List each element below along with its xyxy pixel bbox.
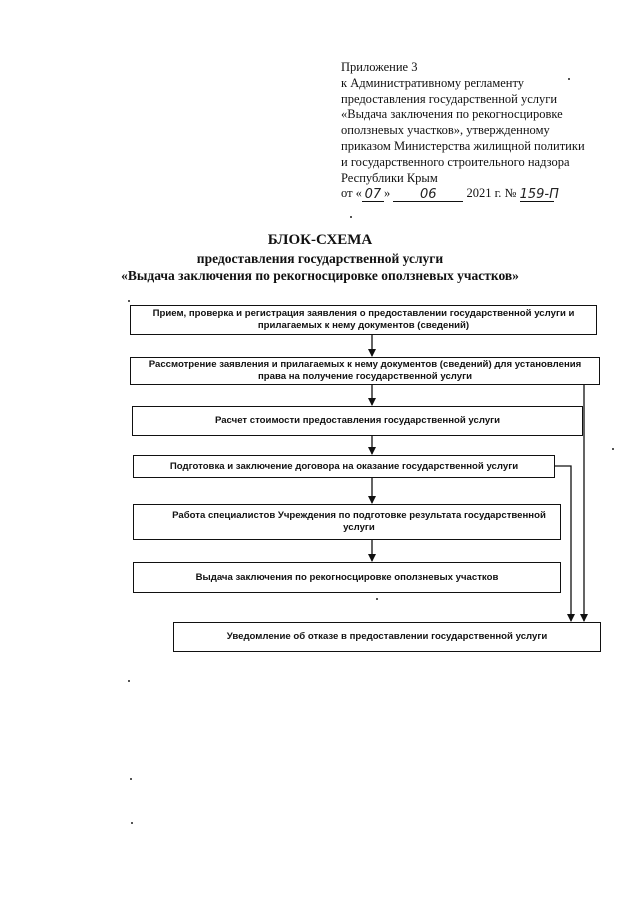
appendix-line: к Административному регламенту	[341, 75, 525, 90]
step-box-issue-conclusion: Выдача заключения по рекогносцировке оползневых участков	[133, 562, 561, 593]
refusal-path-from-step4	[555, 466, 571, 621]
scan-speck	[128, 680, 130, 682]
scan-speck	[131, 822, 133, 824]
service-name-title: «Выдача заключения по рекогносцировке оползневых участков»	[121, 268, 519, 283]
step-box-reception: Прием, проверка и регистрация заявления о предоставлении государственной услуги и прилагаемых к нему документов (сведений)	[130, 305, 597, 335]
date-year: 2021 г. №	[466, 186, 517, 201]
scan-speck	[376, 598, 378, 600]
scan-speck	[130, 778, 132, 780]
date-prefix: от «	[341, 186, 362, 201]
step-box-refusal-notice: Уведомление об отказе в предоставлении государственной услуги	[173, 622, 601, 652]
appendix-line: Приложение 3	[341, 60, 418, 74]
date-month: 06	[393, 187, 463, 202]
appendix-line: и государственного строительного надзора	[341, 154, 570, 169]
appendix-line: оползневых участков», утвержденному	[341, 123, 550, 138]
appendix-line: предоставления государственной услуги	[341, 91, 558, 106]
scan-speck	[128, 300, 130, 302]
step-box-contract: Подготовка и заключение договора на оказание государственной услуги	[133, 455, 555, 478]
page-subtitle: предоставления государственной услуги	[196, 251, 444, 266]
appendix-line: Республики Крым	[341, 170, 438, 185]
scan-speck	[568, 78, 570, 80]
appendix-line: «Выдача заключения по рекогносцировке	[341, 107, 563, 122]
refusal-path-from-step2	[584, 372, 600, 621]
date-day: 07	[362, 187, 384, 202]
page-title: БЛОК-СХЕМА	[267, 232, 373, 248]
appendix-line: приказом Министерства жилищной политики	[341, 138, 585, 153]
step-box-cost-calculation: Расчет стоимости предоставления государственной услуги	[132, 406, 583, 436]
step-box-review: Рассмотрение заявления и прилагаемых к нему документов (сведений) для установления права на получение государственной услуги	[130, 357, 600, 385]
date-mid: »	[383, 186, 391, 201]
scan-speck	[612, 448, 614, 450]
step-box-specialists-work: Работа специалистов Учреждения по подготовке результата государственной услуги	[133, 504, 561, 540]
scan-speck	[350, 216, 352, 218]
order-number: 159-П	[519, 187, 559, 203]
